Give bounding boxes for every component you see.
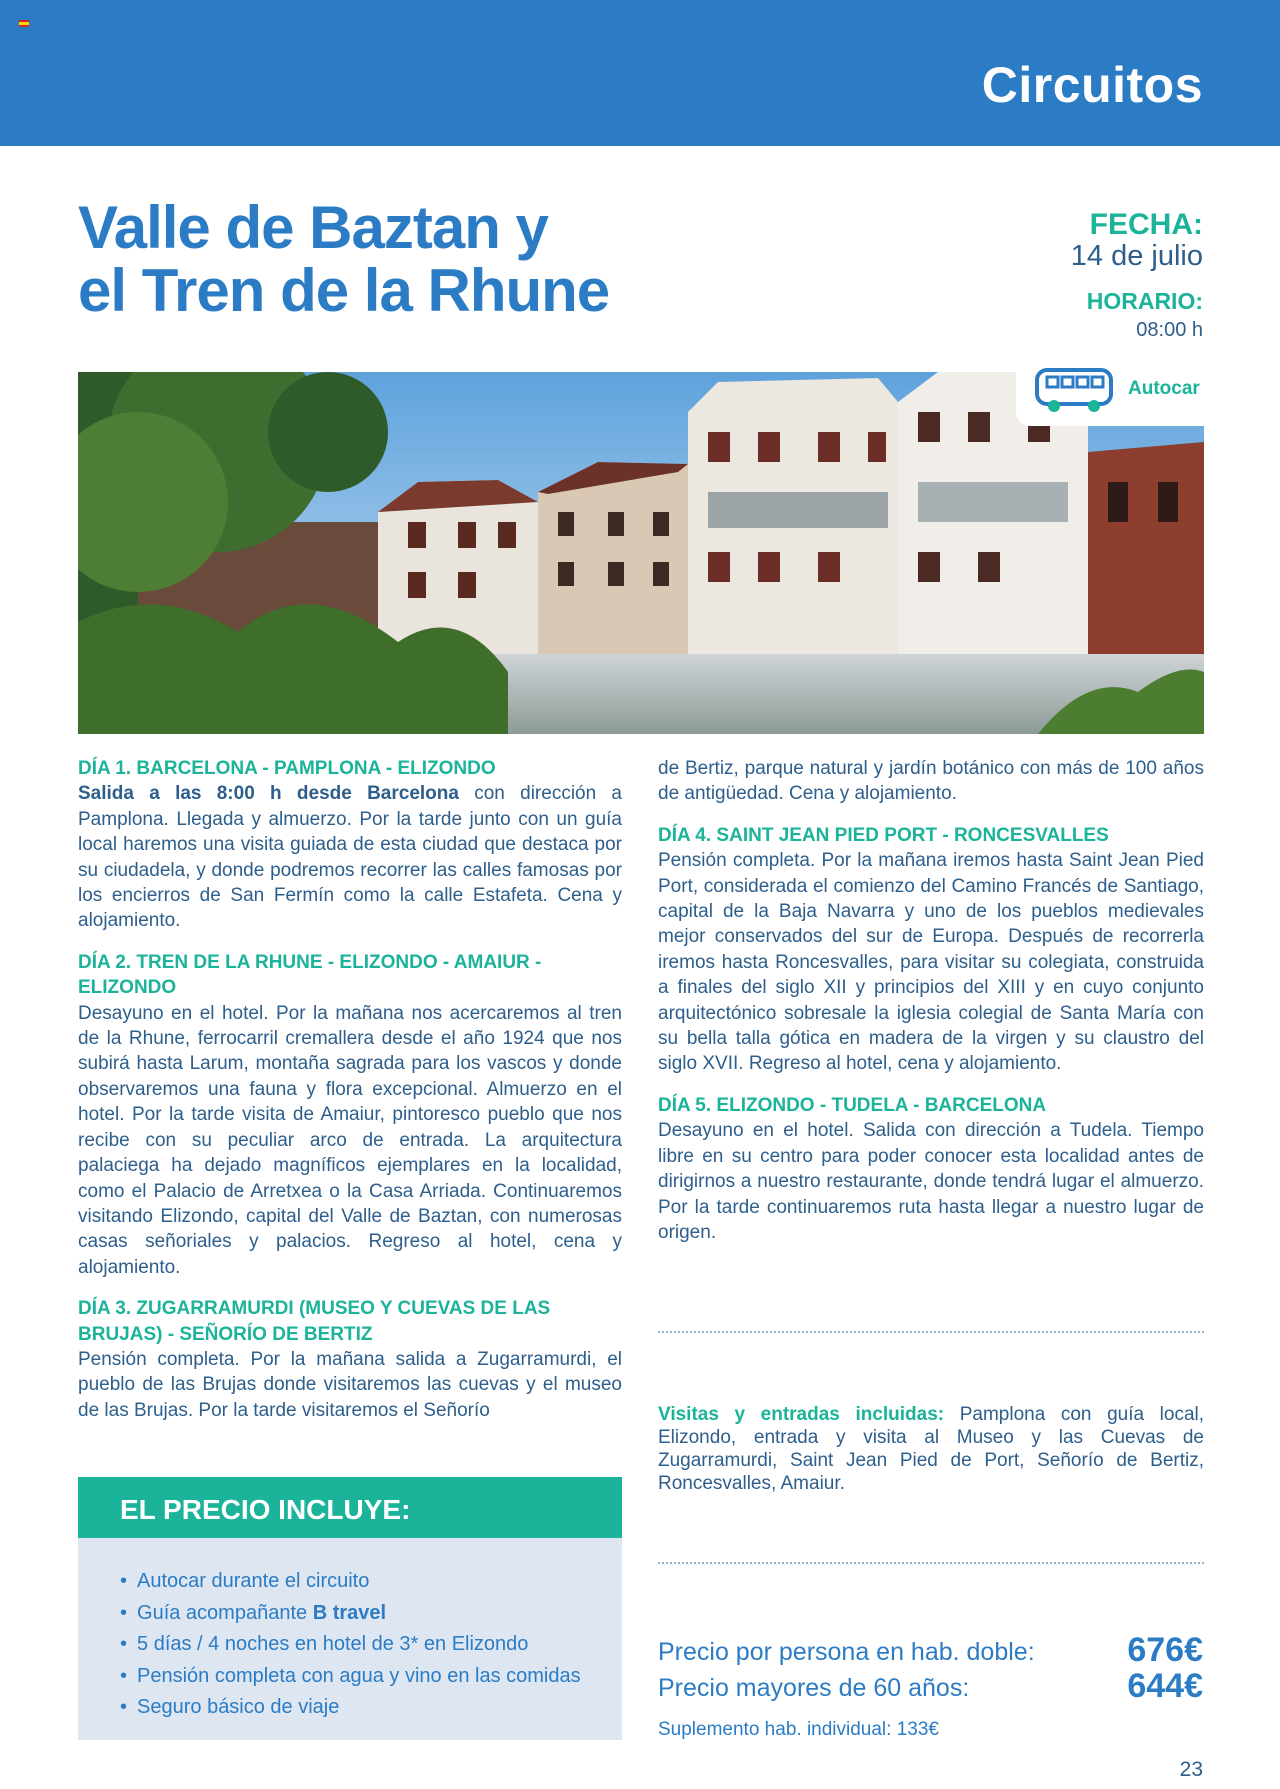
day-1-heading: DÍA 1. BARCELONA - PAMPLONA - ELIZONDO	[78, 758, 496, 779]
supplement-note: Suplemento hab. individual: 133€	[658, 1719, 939, 1740]
visitas-label: Visitas y entradas incluidas:	[658, 1404, 945, 1425]
includes-item: • 5 días / 4 noches en hotel de 3* en Elizondo	[120, 1629, 622, 1661]
itinerary-column-right	[658, 756, 1204, 1261]
title-line-2: el Tren de la Rhune	[78, 257, 610, 324]
title-line-1: Valle de Baztan y	[78, 194, 548, 261]
includes-item: • Pensión completa con agua y vino en las comidas	[120, 1661, 622, 1693]
day-1-lead: Salida a las 8:00 h desde Barcelona	[78, 783, 459, 805]
hero-photo	[78, 372, 1204, 734]
fecha-label: FECHA:	[1089, 208, 1203, 241]
page-header	[0, 0, 1280, 146]
visitas-incluidas	[658, 1403, 1204, 1495]
day-2-text: Desayuno en el hotel. Por la mañana nos acercaremos al tren de la Rhune, ferrocarril cremallera desde el año 1924 que nos subirá hasta Larum, montaña sagrada para los vascos y donde observaremos una fauna y flora excepcional. Almuerzo en el hotel. Por la tarde visita de Amaiur, pintoresco pueblo que nos recibe con su peculiar arco de entrada. La arquitectura palaciega ha dejado magníficos ejemplares en la localidad, como el Palacio de Arretxea o la Casa Arriada. Continuaremos visitando Elizondo, capital del Valle de Baztan, con numerosas casas señoriales y palacios. Regreso al hotel, cena y alojamiento.	[78, 1002, 622, 1278]
bus-icon	[1034, 366, 1114, 416]
day-3	[78, 1296, 622, 1423]
section-title: Circuitos	[981, 57, 1203, 113]
includes-header	[78, 1477, 622, 1538]
includes-item-text: Guía acompañante	[137, 1601, 313, 1624]
includes-list	[78, 1538, 622, 1724]
price-senior-value: 644€	[1127, 1667, 1203, 1705]
day-1-text: con dirección a Pamplona. Llegada y almuerzo. Por la tarde junto con un guía local haremos una visita guiada de esta ciudad que destaca por su ciudadela, y donde podremos recorrer las calles famosas por los encierros de San Fermín como la calle Estafeta. Cena y alojamiento.	[78, 783, 623, 932]
includes-item: • Autocar durante el circuito	[120, 1566, 622, 1598]
includes-title: EL PRECIO INCLUYE:	[120, 1494, 411, 1525]
day-5-text: Desayuno en el hotel. Salida con dirección a Tudela. Tiempo libre en su centro para poder conocer esta localidad antes de dirigirnos a nuestro restaurante, donde tendrá lugar el almuerzo. Por la tarde continuaremos ruta hasta llegar a nuestro lugar de origen.	[658, 1120, 1204, 1243]
brand-name: B travel	[312, 1601, 387, 1624]
day-1	[78, 756, 622, 934]
includes-item	[120, 1598, 622, 1630]
day-5-heading: DÍA 5. ELIZONDO - TUDELA - BARCELONA	[658, 1094, 1047, 1116]
elizondo-riverside-illustration	[78, 372, 1204, 734]
transport-badge	[1016, 358, 1204, 426]
horario-value: 08:00 h	[1136, 319, 1203, 341]
price-double-value: 676€	[1127, 1631, 1203, 1669]
day-3-heading: DÍA 3. ZUGARRAMURDI (MUSEO Y CUEVAS DE LAS BRUJAS) - SEÑORÍO DE BERTIZ	[78, 1298, 551, 1345]
dotted-divider	[658, 1562, 1204, 1564]
price-senior-label: Precio mayores de 60 años:	[658, 1674, 970, 1702]
itinerary-column-left	[78, 756, 622, 1439]
page-number: 23	[1179, 1758, 1203, 1781]
transport-label: Autocar	[1128, 378, 1200, 399]
visitas-text: Pamplona con guía local, Elizondo, entrada y visita al Museo y las Cuevas de Zugarramurdi, Saint Jean Pied de Port, Señorío de Bertiz, Roncesvalles, Amaiur.	[658, 1404, 1205, 1494]
dotted-divider	[658, 1331, 1204, 1333]
includes-box	[78, 1538, 622, 1740]
day-3-continued	[658, 756, 1204, 807]
day-3-text: Pensión completa. Por la mañana salida a Zugarramurdi, el pueblo de las Brujas donde visitaremos las cuevas y el museo de las Brujas. Por la tarde visitaremos el Señorío	[78, 1348, 622, 1421]
day-4-text: Pensión completa. Por la mañana iremos hasta Saint Jean Pied Port, considerada el comienzo del Camino Francés de Santiago, capital de la Baja Navarra y uno de los pueblos medievales mejor conservados del sur de Europa. Después de recorrerla iremos hasta Roncesvalles, para visitar su colegiata, construida a finales del siglo XII y principios del XIII y en cuyo conjunto arquitectónico sobresale la iglesia colegial de Santa María con su bella talla gótica en madera de la virgen y su claustro del siglo XVII. Regreso al hotel, cena y alojamiento.	[658, 850, 1204, 1075]
day-4	[658, 823, 1204, 1077]
horario-label: HORARIO:	[1086, 288, 1203, 314]
day-2-heading: DÍA 2. TREN DE LA RHUNE - ELIZONDO - AMAIUR - ELIZONDO	[78, 951, 542, 999]
flag-icon	[19, 20, 29, 27]
fecha-value: 14 de julio	[1070, 240, 1203, 272]
day-5	[658, 1093, 1204, 1245]
day-2	[78, 950, 622, 1280]
includes-item: • Seguro básico de viaje	[120, 1692, 622, 1724]
price-double-label: Precio por persona en hab. doble:	[658, 1638, 1035, 1666]
page-title	[78, 196, 609, 322]
day-3-text-continued: de Bertiz, parque natural y jardín botánico con más de 100 años de antigüedad. Cena y alojamiento.	[658, 758, 1204, 805]
day-4-heading: DÍA 4. SAINT JEAN PIED PORT - RONCESVALLES	[658, 824, 1109, 846]
